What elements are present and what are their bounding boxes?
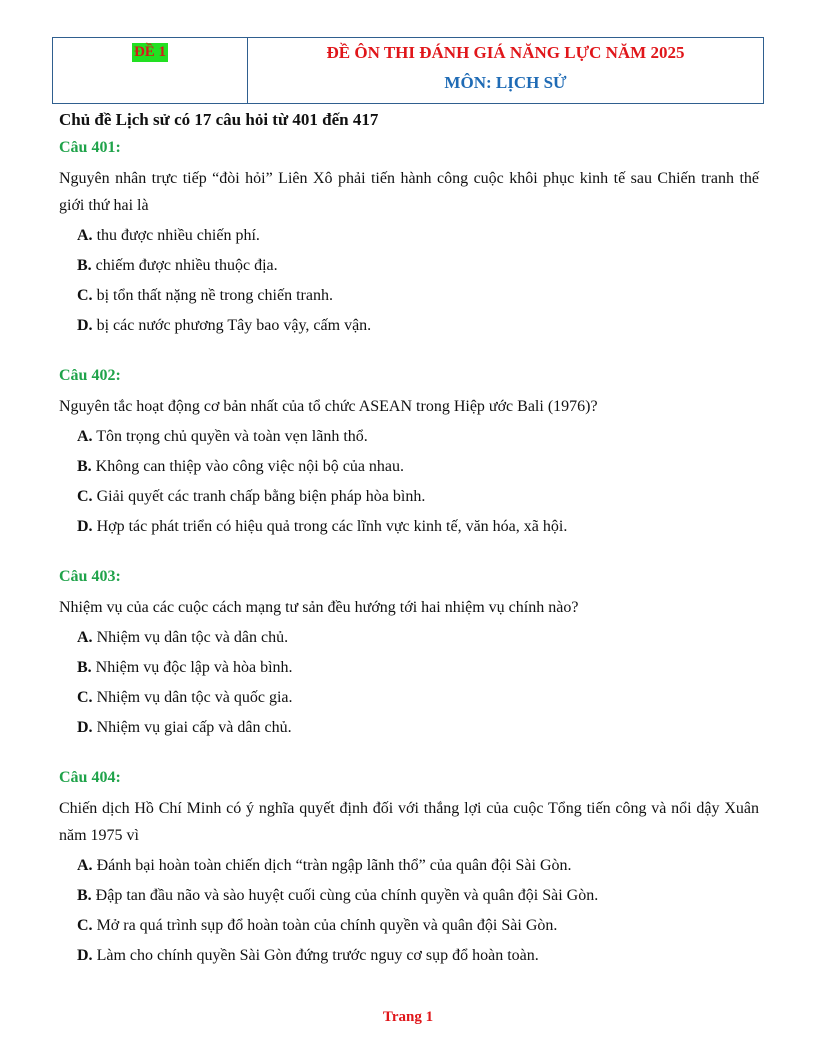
option-d (59, 713, 759, 743)
option-a (59, 851, 759, 881)
option-text: Đập tan đầu não và sào huyệt cuối cùng của chính quyền và quân đội Sài Gòn. (91, 887, 599, 904)
page-number: Trang 1 (382, 1009, 434, 1025)
option-d (59, 512, 759, 542)
option-key: B. (77, 257, 92, 274)
question-text: Nguyên tắc hoạt động cơ bản nhất của tổ chức ASEAN trong Hiệp ước Bali (1976)? (59, 398, 598, 415)
option-key: A. (77, 857, 93, 874)
question-403 (59, 566, 759, 743)
option-key: D. (77, 947, 93, 964)
option-text: Nhiệm vụ giai cấp và dân chủ. (92, 719, 292, 736)
option-c (59, 911, 759, 941)
header-right-cell (248, 38, 763, 103)
option-a (59, 422, 759, 452)
option-key: D. (77, 317, 93, 334)
option-key: A. (77, 428, 93, 445)
question-text: Nguyên nhân trực tiếp “đòi hỏi” Liên Xô phải tiến hành công cuộc khôi phục kinh tế sau Chiến tranh thế giới thứ hai là (59, 170, 759, 214)
option-text: chiếm được nhiều thuộc địa. (91, 257, 278, 274)
question-404 (59, 767, 759, 971)
option-text: Nhiệm vụ độc lập và hòa bình. (91, 659, 293, 676)
option-key: A. (77, 227, 93, 244)
option-d (59, 941, 759, 971)
question-label: Câu 404: (59, 769, 121, 786)
option-text: Giải quyết các tranh chấp bằng biện pháp hòa bình. (92, 488, 426, 505)
option-text: Nhiệm vụ dân tộc và dân chủ. (92, 629, 289, 646)
option-key: B. (77, 887, 92, 904)
header-left-cell (53, 38, 248, 103)
option-c (59, 281, 759, 311)
option-key: C. (77, 917, 93, 934)
option-a (59, 221, 759, 251)
question-label: Câu 403: (59, 568, 121, 585)
question-402 (59, 365, 759, 542)
option-b (59, 881, 759, 911)
option-text: Không can thiệp vào công việc nội bộ của nhau. (91, 458, 405, 475)
topic-heading: Chủ đề Lịch sử có 17 câu hỏi từ 401 đến 417 (59, 110, 379, 129)
question-label: Câu 402: (59, 367, 121, 384)
question-label: Câu 401: (59, 139, 121, 156)
option-text: Làm cho chính quyền Sài Gòn đứng trước nguy cơ sụp đổ hoàn toàn. (92, 947, 539, 964)
option-text: Hợp tác phát triển có hiệu quả trong các lĩnh vực kinh tế, văn hóa, xã hội. (92, 518, 568, 535)
question-text: Nhiệm vụ của các cuộc cách mạng tư sản đều hướng tới hai nhiệm vụ chính nào? (59, 599, 579, 616)
option-text: bị tổn thất nặng nề trong chiến tranh. (92, 287, 333, 304)
document-content (59, 108, 759, 995)
option-text: Nhiệm vụ dân tộc và quốc gia. (92, 689, 293, 706)
question-text: Chiến dịch Hồ Chí Minh có ý nghĩa quyết định đối với thắng lợi của cuộc Tổng tiến công và nổi dậy Xuân năm 1975 vì (59, 800, 759, 844)
option-text: bị các nước phương Tây bao vậy, cấm vận. (92, 317, 372, 334)
header-table (52, 37, 764, 104)
option-text: Đánh bại hoàn toàn chiến dịch “tràn ngập lãnh thổ” của quân đội Sài Gòn. (92, 857, 572, 874)
option-d (59, 311, 759, 341)
option-key: A. (77, 629, 93, 646)
exam-number-badge: ĐỀ 1 (133, 44, 167, 60)
option-b (59, 251, 759, 281)
option-text: thu được nhiều chiến phí. (92, 227, 260, 244)
option-key: D. (77, 719, 93, 736)
option-key: B. (77, 659, 92, 676)
option-text: Tôn trọng chủ quyền và toàn vẹn lãnh thổ. (92, 428, 368, 445)
question-401 (59, 137, 759, 341)
option-a (59, 623, 759, 653)
option-key: C. (77, 689, 93, 706)
option-key: C. (77, 287, 93, 304)
option-b (59, 452, 759, 482)
option-c (59, 482, 759, 512)
option-b (59, 653, 759, 683)
option-text: Mở ra quá trình sụp đổ hoàn toàn của chính quyền và quân đội Sài Gòn. (92, 917, 558, 934)
option-key: B. (77, 458, 92, 475)
subject-title: MÔN: LỊCH SỬ (444, 73, 567, 92)
option-key: C. (77, 488, 93, 505)
option-c (59, 683, 759, 713)
option-key: D. (77, 518, 93, 535)
exam-title: ĐỀ ÔN THI ĐÁNH GIÁ NĂNG LỰC NĂM 2025 (326, 43, 685, 62)
